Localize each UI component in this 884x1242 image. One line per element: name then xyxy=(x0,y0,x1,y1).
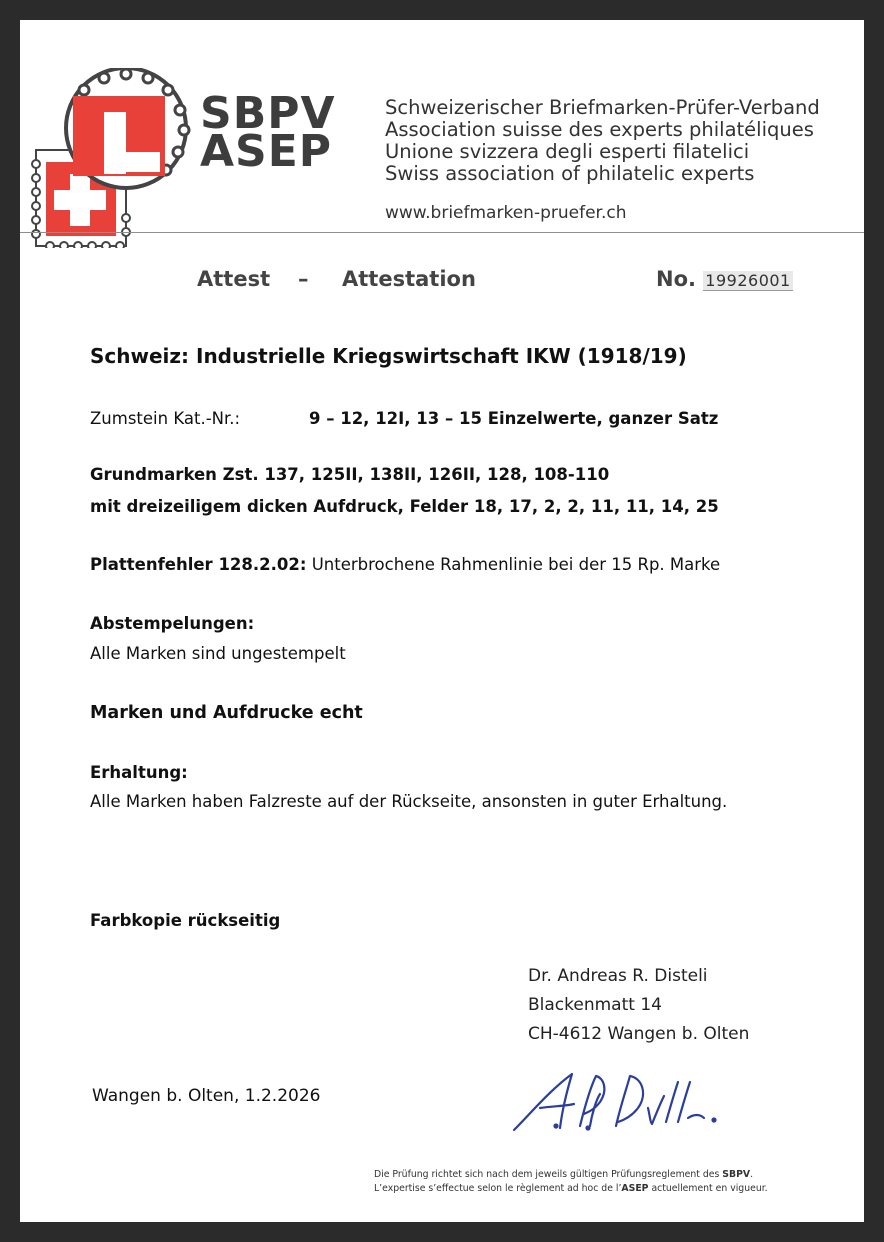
expert-name: Dr. Andreas R. Disteli xyxy=(528,966,708,986)
footer-line-fr-end: actuellement en vigueur. xyxy=(648,1183,768,1194)
brand-sbpv: SBPV xyxy=(200,88,336,139)
base-stamps-line2: mit dreizeiligem dicken Aufdruck, Felder 18, 17, 2, 2, 11, 11, 14, 25 xyxy=(90,497,719,516)
association-name-en: Swiss association of philatelic experts xyxy=(385,162,755,185)
association-name-fr: Association suisse des experts philatéliques xyxy=(385,118,814,141)
footer-line-fr-text: L’expertise s’effectue selon le règlement ad hoc de l’ xyxy=(374,1183,622,1194)
brand-wordmark xyxy=(200,88,336,177)
attest-label: Attest xyxy=(197,267,271,291)
certificate-number: 19926001 xyxy=(705,271,791,290)
association-name-it: Unione svizzera degli esperti filatelici xyxy=(385,140,750,163)
color-copy-note: Farbkopie rückseitig xyxy=(90,911,281,930)
footer-line-de-text: Die Prüfung richtet sich nach dem jeweils gültigen Prüfungsreglement des xyxy=(374,1169,723,1180)
cancellation-text: Alle Marken sind ungestempelt xyxy=(90,644,346,663)
expert-city: CH-4612 Wangen b. Olten xyxy=(528,1024,750,1044)
footer-sbpv: SBPV xyxy=(722,1169,751,1180)
plate-flaw-label: Plattenfehler 128.2.02: xyxy=(90,555,307,574)
condition-label: Erhaltung: xyxy=(90,763,188,782)
attest-dash: – xyxy=(298,267,309,291)
expert-street: Blackenmatt 14 xyxy=(528,995,662,1015)
association-name-de: Schweizerischer Briefmarken-Prüfer-Verband xyxy=(385,96,820,119)
attestation-label: Attestation xyxy=(342,267,476,291)
genuine-statement: Marken und Aufdrucke echt xyxy=(90,703,363,723)
website-link[interactable]: www.briefmarken-pruefer.ch xyxy=(385,203,627,223)
header-divider xyxy=(20,232,864,233)
place-date: Wangen b. Olten, 1.2.2026 xyxy=(92,1086,321,1106)
handwritten-signature-icon xyxy=(510,1068,720,1138)
condition-text: Alle Marken haben Falzreste auf der Rückseite, ansonsten in guter Erhaltung. xyxy=(90,792,728,811)
swiss-stamp-logo-icon xyxy=(28,68,198,248)
base-stamps-line1: Grundmarken Zst. 137, 125II, 138II, 126II, 128, 108-110 xyxy=(90,465,610,484)
association-names xyxy=(385,97,820,185)
catalog-value: 9 – 12, 12I, 13 – 15 Einzelwerte, ganzer Satz xyxy=(309,409,719,428)
certificate-title: Schweiz: Industrielle Kriegswirtschaft IKW (1918/19) xyxy=(90,344,687,368)
footer-line-de xyxy=(374,1168,768,1182)
footer-line-fr xyxy=(374,1182,768,1196)
plate-flaw-row xyxy=(90,555,720,574)
plate-flaw-text: Unterbrochene Rahmenlinie bei der 15 Rp. Marke xyxy=(306,555,721,574)
catalog-label: Zumstein Kat.-Nr.: xyxy=(90,409,241,428)
sbpv-logo xyxy=(28,68,198,248)
cancellation-label: Abstempelungen: xyxy=(90,614,255,633)
number-label: No. xyxy=(656,267,696,291)
certificate-sheet xyxy=(20,20,864,1222)
brand-asep: ASEP xyxy=(200,126,333,177)
signature xyxy=(510,1068,720,1138)
footer-line-de-end: . xyxy=(750,1169,754,1180)
footer-asep: ASEP xyxy=(621,1183,649,1194)
certificate-number-row xyxy=(656,267,793,291)
footer-regulations xyxy=(374,1168,768,1196)
